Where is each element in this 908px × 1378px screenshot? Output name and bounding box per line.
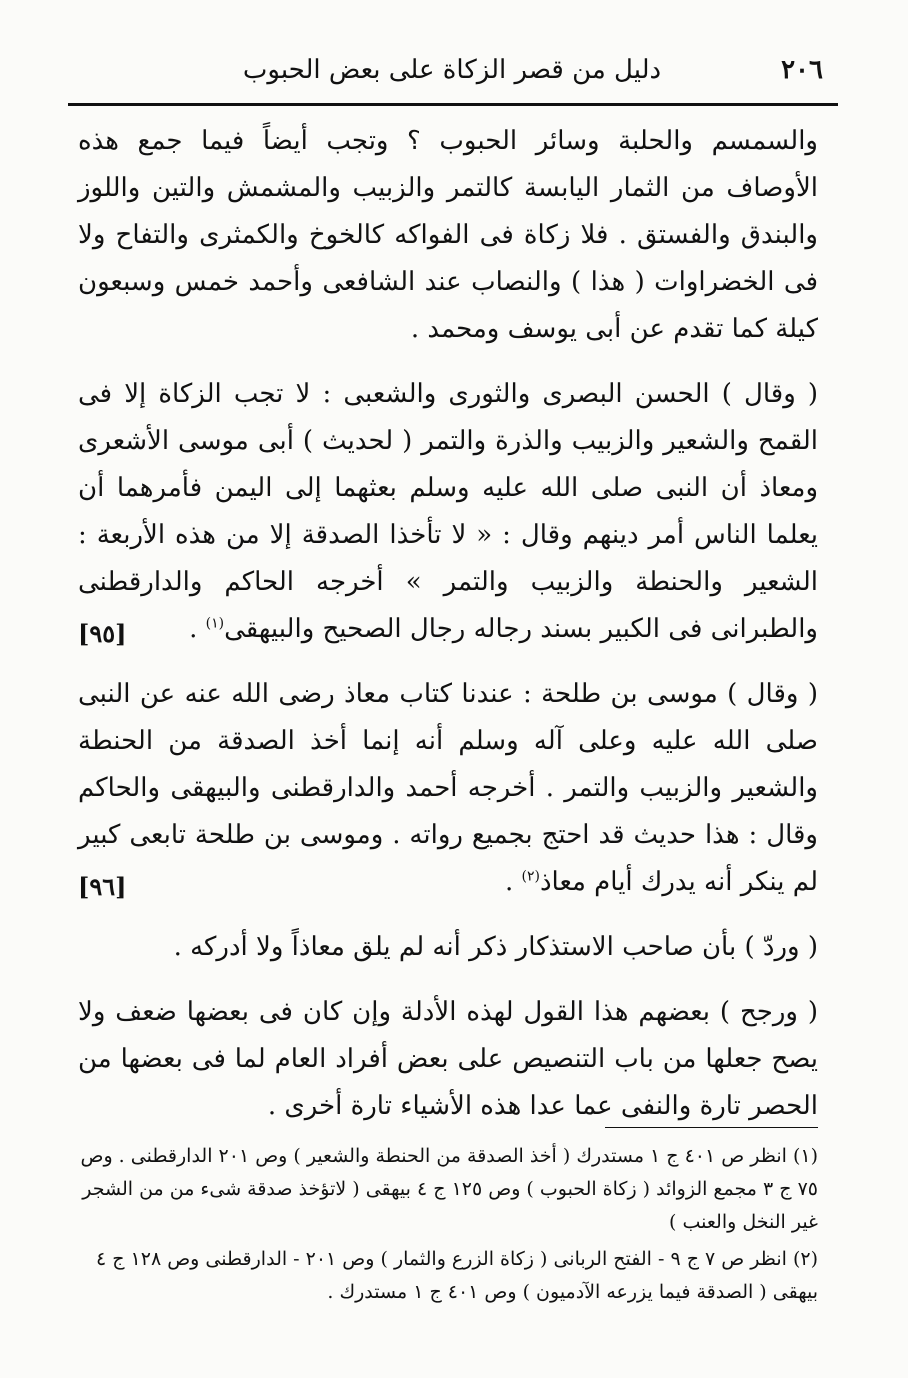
paragraph-4: ( وردّ ) بأن صاحب الاستذكار ذكر أنه لم يلق معاذاً ولا أدركه . [173,932,818,962]
hadith-number-95: [٩٥] [78,619,127,648]
paragraph-3: ( وقال ) موسى بن طلحة : عندنا كتاب معاذ رضى الله عنه عن النبى صلى الله عليه وعلى آله وسلم أنه إنما أخذ الصدقة من الحنطة والشعير والزبيب والتمر . أخرجه أحمد والدارقطنى والبيهقى والحاكم وقال : هذا حديث قد احتج بجميع رواته . وموسى بن طلحة تابعى كبير لم ينكر أنه يدرك أيام معاذ$^{(٢)}$ . [٩٦] [78,671,818,906]
footnote-rule [605,1127,818,1128]
main-text [78,118,818,1130]
paragraph-2: ( وقال ) الحسن البصرى والثورى والشعبى : لا تجب الزكاة إلا فى القمح والشعير والزبيب والذرة والتمر ( لحديث ) أبى موسى الأشعرى ومعاذ أن النبى صلى الله عليه وسلم بعثهما إلى اليمن فأمرهما أن يعلما الناس أمر دينهم وقال : « لا تأخذا الصدقة إلا من هذه الأربعة : الشعير والحنطة والزبيب والتمر » أخرجه الحاكم والدارقطنى والطبرانى فى الكبير بسند رجاله رجال الصحيح والبيهقى$^{(١)}$ . [٩٥] [78,371,818,653]
footnote-ref-2: (٢) [521,868,540,885]
footnote-2: (٢) انظر ص ٧ ج ٩ - الفتح الربانى ( زكاة الزرع والثمار ) وص ٢٠١ - الدارقطنى وص ١٢٨ ج ٤ بيهقى ( الصدقة فيما يزرعه الآدميون ) وص ٤٠١ ج ١ مستدرك . [95,1248,818,1303]
footnote-1: (١) انظر ص ٤٠١ ج ١ مستدرك ( أخذ الصدقة من الحنطة والشعير ) وص ٢٠١ الدارقطنى . وص ٧٥ ج ٣ مجمع الزوائد ( زكاة الحبوب ) وص ١٢٥ ج ٤ بيهقى ( لاتؤخذ صدقة شىء من من الشجر غير النخل والعنب ) [80,1145,818,1233]
running-title: دليل من قصر الزكاة على بعض الحبوب [242,55,662,85]
hadith-number-96: [٩٦] [78,872,127,901]
paragraph-3-text: ( وقال ) موسى بن طلحة : عندنا كتاب معاذ رضى الله عنه عن النبى صلى الله عليه وعلى آله وسلم أنه إنما أخذ الصدقة من الحنطة والشعير والزبيب والتمر . أخرجه أحمد والدارقطنى والبيهقى والحاكم وقال : هذا حديث قد احتج بجميع رواته . وموسى بن طلحة تابعى كبير لم ينكر أنه يدرك أيام معاذ [78,679,818,897]
page-number: ٢٠٦ [781,55,823,85]
paragraph-5: ( ورجح ) بعضهم هذا القول لهذه الأدلة وإن كان فى بعضها ضعف ولا يصح جعلها من باب التنصيص على بعض أفراد العام لما فى بعضها من الحصر تارة والنفى عما عدا هذه الأشياء تارة أخرى . [78,997,818,1121]
footnotes [80,1140,818,1313]
footnote-ref-1: (١) [205,615,225,632]
page-header [70,50,823,90]
paragraph-2-text: ( وقال ) الحسن البصرى والثورى والشعبى : لا تجب الزكاة إلا فى القمح والشعير والزبيب والذرة والتمر ( لحديث ) أبى موسى الأشعرى ومعاذ أن النبى صلى الله عليه وسلم بعثهما إلى اليمن فأمرهما أن يعلما الناس أمر دينهم وقال : « لا تأخذا الصدقة إلا من هذه الأربعة : الشعير والحنطة والزبيب والتمر » أخرجه الحاكم والدارقطنى والطبرانى فى الكبير بسند رجاله رجال الصحيح والبيهقى [78,379,818,644]
header-rule [68,103,838,106]
paragraph-1: والسمسم والحلبة وسائر الحبوب ؟ وتجب أيضاً فيما جمع هذه الأوصاف من الثمار اليابسة كالتمر والزبيب والمشمش والتين واللوز والبندق والفستق . فلا زكاة فى الفواكه كالخوخ والكمثرى والتفاح ولا فى الخضراوات ( هذا ) والنصاب عند الشافعى وأحمد خمس وسبعون كيلة كما تقدم عن أبى يوسف ومحمد . [78,126,818,344]
